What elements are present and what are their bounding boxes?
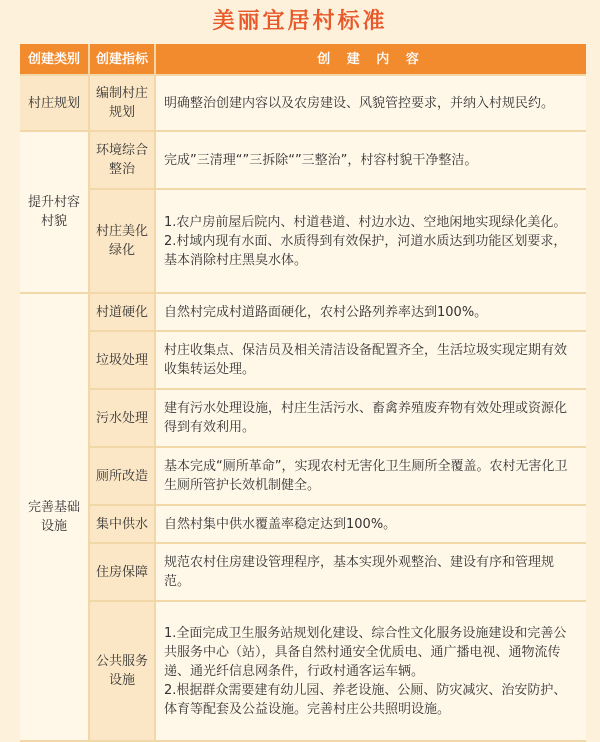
table-row — [20, 332, 586, 390]
indicator-cell: 厕所改造 — [90, 448, 156, 506]
indicator-cell: 村庄美化绿化 — [90, 190, 156, 294]
content-cell — [156, 448, 586, 506]
table-row — [20, 294, 586, 332]
indicator-cell: 集中供水 — [90, 506, 156, 544]
category-cell: 提升村容村貌 — [20, 132, 90, 294]
header-indicator: 创建指标 — [90, 44, 156, 76]
content-paragraph: 1.全面完成卫生服务站规划化建设、综合性文化服务设施建设和完善公共服务中心（站），具备自然村通安全优质电、通广播电视、通物流传递、通光纤信息网条件，行政村通客运车辆。 — [164, 625, 567, 679]
standards-table — [20, 44, 586, 742]
content-paragraph: 2.村域内现有水面、水质得到有效保护，河道水质达到功能区划要求，基本消除村庄黑臭水体。 — [164, 233, 567, 268]
content-paragraph: 完成”三清理“”三拆除“”三整治”，村容村貌干净整洁。 — [164, 152, 478, 168]
indicator-cell: 污水处理 — [90, 390, 156, 448]
content-paragraph: 规范农村住房建设管理程序，基本实现外观整治、建设有序和管理规范。 — [164, 555, 555, 589]
table-row — [20, 506, 586, 544]
indicator-cell: 环境综合整治 — [90, 132, 156, 190]
content-paragraph: 基本完成“厕所革命”，实现农村无害化卫生厕所全覆盖。农村无害化卫生厕所管护长效机制健全。 — [164, 459, 568, 493]
content-paragraph: 村庄收集点、保洁员及相关清洁设备配置齐全，生活垃圾实现定期有效收集转运处理。 — [164, 343, 568, 377]
indicator-cell: 村道硬化 — [90, 294, 156, 332]
content-paragraph: 自然村集中供水覆盖率稳定达到100%。 — [164, 516, 397, 532]
page-title: 美丽宜居村标准 — [212, 9, 388, 34]
content-paragraph: 建有污水处理设施，村庄生活污水、畜禽养殖废弃物有效处理或资源化得到有效利用。 — [164, 401, 568, 435]
content-cell — [156, 132, 586, 190]
content-paragraph: 自然村完成村道路面硬化，农村公路列养率达到100%。 — [164, 304, 488, 320]
category-cell: 村庄规划 — [20, 76, 90, 132]
table-row — [20, 544, 586, 602]
indicator-cell: 垃圾处理 — [90, 332, 156, 390]
indicator-cell: 住房保障 — [90, 544, 156, 602]
table-row — [20, 190, 586, 294]
content-paragraph: 2.根据群众需要建有幼儿园、养老设施、公厕、防灾减灾、治安防护、体育等配套及公益设施。完善村庄公共照明设施。 — [164, 682, 567, 717]
table-row — [20, 132, 586, 190]
content-cell — [156, 76, 586, 132]
header-category: 创建类别 — [20, 44, 90, 76]
content-cell — [156, 390, 586, 448]
content-paragraph: 明确整治创建内容以及农房建设、风貌管控要求，并纳入村规民约。 — [164, 95, 555, 111]
indicator-cell: 公共服务设施 — [90, 602, 156, 742]
content-cell — [156, 294, 586, 332]
table-row — [20, 390, 586, 448]
content-cell — [156, 506, 586, 544]
table-row — [20, 448, 586, 506]
content-cell — [156, 602, 586, 742]
table-row — [20, 76, 586, 132]
content-paragraph: 1.农户房前屋后院内、村道巷道、村边水边、空地闲地实现绿化美化。 — [164, 214, 567, 230]
content-cell — [156, 332, 586, 390]
header-content: 创 建 内 容 — [156, 44, 586, 76]
indicator-cell: 编制村庄规划 — [90, 76, 156, 132]
table-row — [20, 602, 586, 742]
category-cell: 完善基础设施 — [20, 294, 90, 742]
content-cell — [156, 544, 586, 602]
table-header-row — [20, 44, 586, 76]
content-cell — [156, 190, 586, 294]
